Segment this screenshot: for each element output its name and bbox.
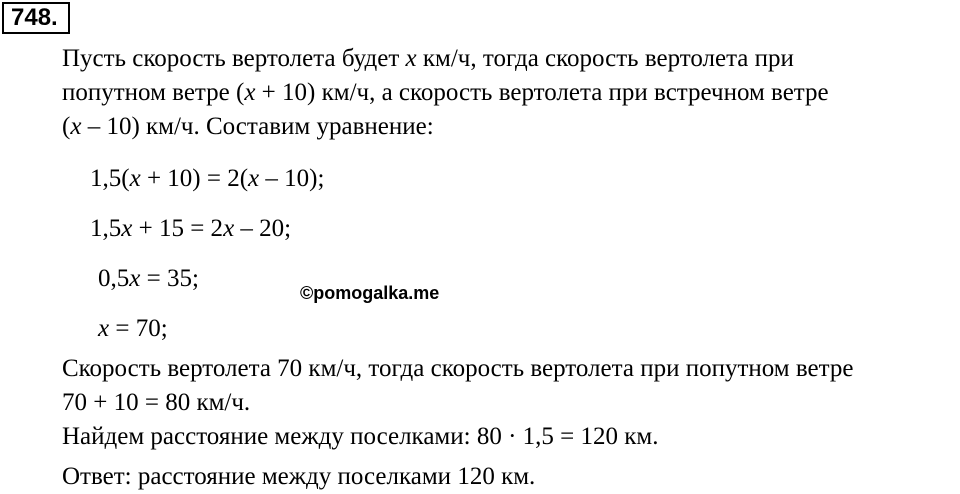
intro-line-1	[62, 42, 794, 76]
intro-line-2-var: x	[244, 79, 256, 106]
equation-variable: x	[248, 165, 260, 192]
intro-line-2-post: + 10) км/ч, а скорость вертолета при встречном ветре	[255, 79, 829, 106]
equation-variable: x	[129, 265, 141, 292]
intro-line-2	[62, 76, 829, 110]
conclusion-line-3: Найдем расстояние между поселками: 80 · 1,5 = 120 км.	[62, 423, 659, 450]
intro-line-3-post: – 10) км/ч. Составим уравнение:	[81, 113, 434, 140]
intro-line-1-var: x	[405, 45, 417, 72]
conclusion-line-2: 70 + 10 = 80 км/ч.	[62, 389, 251, 416]
equation-variable: x	[121, 215, 133, 242]
equation-4: x = 70;	[98, 315, 168, 342]
intro-line-2-pre: попутном ветре (	[62, 79, 245, 106]
intro-line-3	[62, 110, 434, 144]
equation-1: 1,5(x + 10) = 2(x – 10);	[90, 165, 325, 192]
problem-number: 748.	[2, 2, 70, 34]
conclusion-line-1: Скорость вертолета 70 км/ч, тогда скорость вертолета при попутном ветре	[62, 355, 854, 382]
equation-variable: x	[223, 215, 235, 242]
equation-variable: x	[129, 165, 141, 192]
equation-variable: x	[98, 315, 110, 342]
watermark: ©pomogalka.me	[300, 283, 440, 303]
equation-2: 1,5x + 15 = 2x – 20;	[90, 215, 292, 242]
intro-line-3-pre: (	[62, 113, 71, 140]
intro-line-1-pre: Пусть скорость вертолета будет	[62, 45, 406, 72]
answer-line: Ответ: расстояние между поселками 120 км.	[62, 463, 536, 490]
intro-line-1-post: км/ч, тогда скорость вертолета при	[416, 45, 794, 72]
intro-line-3-var: x	[70, 113, 82, 140]
equation-3: 0,5x = 35;	[98, 265, 199, 292]
